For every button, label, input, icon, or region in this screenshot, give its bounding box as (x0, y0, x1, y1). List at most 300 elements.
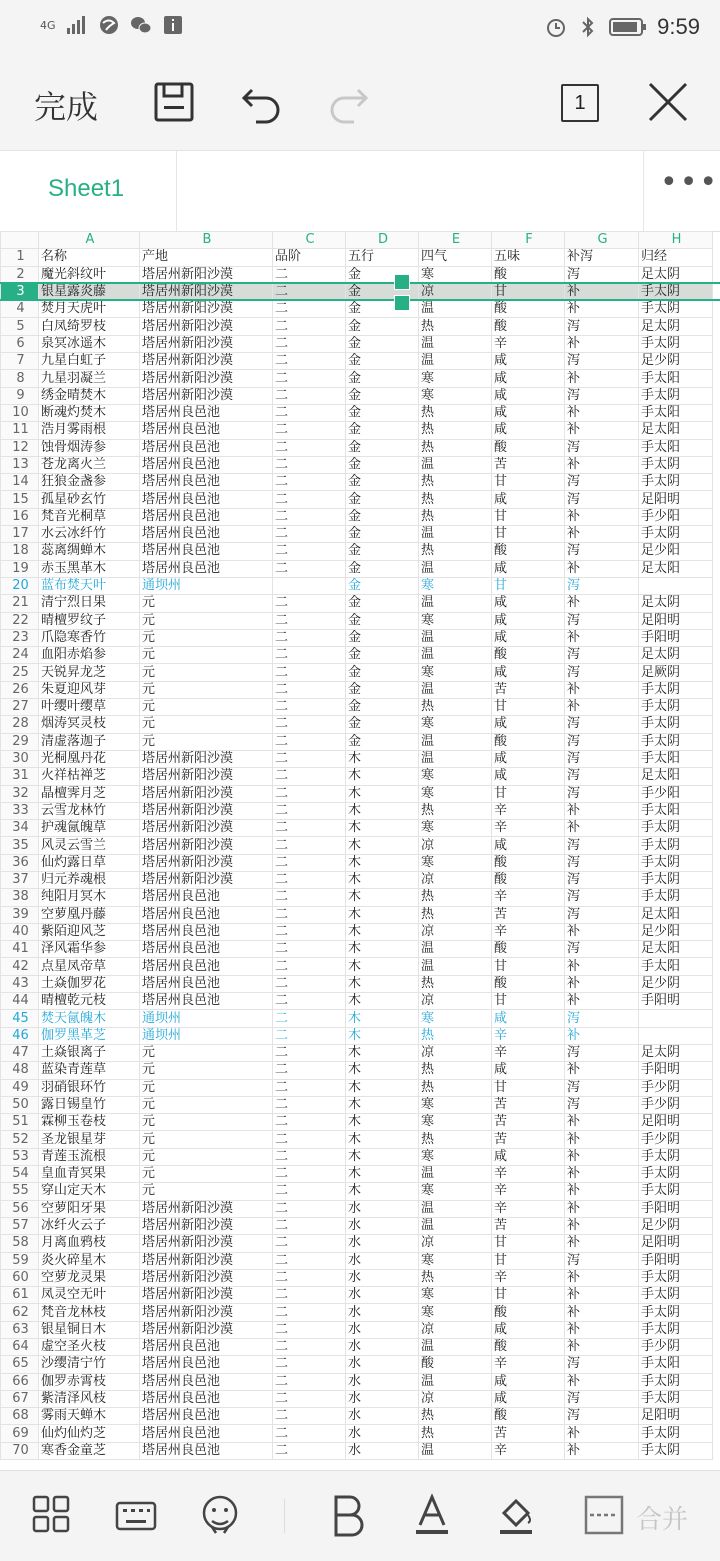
table-cell[interactable]: 水 (346, 1442, 419, 1459)
table-cell[interactable]: 凉 (419, 1235, 492, 1252)
table-cell[interactable]: 足太阳 (639, 906, 713, 923)
table-cell[interactable]: 泻 (565, 439, 639, 456)
table-cell[interactable]: 血阳赤焰参 (39, 647, 140, 664)
page-count-icon[interactable] (561, 84, 599, 122)
table-cell[interactable]: 泻 (565, 664, 639, 681)
table-row[interactable] (1, 1356, 713, 1373)
table-cell[interactable]: 金 (346, 370, 419, 387)
table-row[interactable] (1, 681, 713, 698)
table-cell[interactable]: 木 (346, 1131, 419, 1148)
table-cell[interactable]: 凉 (419, 1321, 492, 1338)
table-cell[interactable]: 二 (273, 422, 346, 439)
table-cell[interactable]: 泻 (565, 889, 639, 906)
table-row[interactable] (1, 1079, 713, 1096)
table-cell[interactable]: 寒 (419, 1304, 492, 1321)
table-cell[interactable]: 热 (419, 1131, 492, 1148)
row-number[interactable]: 21 (1, 595, 39, 612)
table-cell[interactable]: 足太阳 (639, 768, 713, 785)
table-cell[interactable]: 二 (273, 266, 346, 283)
table-row[interactable] (1, 612, 713, 629)
table-cell[interactable]: 补 (565, 508, 639, 525)
table-cell[interactable]: 木 (346, 1114, 419, 1131)
table-cell[interactable]: 热 (419, 439, 492, 456)
table-cell[interactable]: 魔光斜纹叶 (39, 266, 140, 283)
table-cell[interactable]: 补 (565, 404, 639, 421)
table-cell[interactable]: 补 (565, 1183, 639, 1200)
table-cell[interactable]: 元 (140, 1114, 273, 1131)
table-cell[interactable]: 二 (273, 923, 346, 940)
table-cell[interactable]: 凉 (419, 923, 492, 940)
table-cell[interactable]: 咸 (492, 1148, 565, 1165)
table-cell[interactable]: 泻 (565, 353, 639, 370)
table-cell[interactable]: 辛 (492, 889, 565, 906)
table-cell[interactable]: 酸 (492, 318, 565, 335)
table-cell[interactable]: 咸 (492, 1062, 565, 1079)
table-cell[interactable]: 泻 (565, 491, 639, 508)
table-cell[interactable]: 手少阴 (639, 1339, 713, 1356)
table-cell[interactable]: 补 (565, 370, 639, 387)
table-cell[interactable]: 木 (346, 785, 419, 802)
table-cell[interactable]: 足少阳 (639, 923, 713, 940)
table-cell[interactable]: 咸 (492, 837, 565, 854)
table-cell[interactable]: 苦 (492, 1131, 565, 1148)
table-cell[interactable]: 水 (346, 1321, 419, 1338)
table-cell[interactable]: 苦 (492, 681, 565, 698)
table-cell[interactable]: 补泻 (565, 249, 639, 266)
table-cell[interactable]: 蓝布焚天叶 (39, 577, 140, 594)
table-cell[interactable]: 二 (273, 647, 346, 664)
table-cell[interactable]: 塔居州新阳沙漠 (140, 1200, 273, 1217)
table-cell[interactable]: 温 (419, 560, 492, 577)
column-header-d[interactable]: D (346, 232, 419, 249)
table-cell[interactable]: 塔居州良邑池 (140, 404, 273, 421)
table-cell[interactable]: 二 (273, 1252, 346, 1269)
table-row[interactable] (1, 871, 713, 888)
table-cell[interactable]: 补 (565, 1027, 639, 1044)
table-cell[interactable]: 手少阴 (639, 1079, 713, 1096)
table-cell[interactable]: 塔居州新阳沙漠 (140, 768, 273, 785)
table-cell[interactable]: 泻 (565, 1390, 639, 1407)
table-row[interactable] (1, 474, 713, 491)
table-cell[interactable]: 酸 (492, 439, 565, 456)
table-cell[interactable]: 木 (346, 1183, 419, 1200)
selection-handle[interactable] (394, 274, 410, 290)
table-cell[interactable]: 赤玉黑革木 (39, 560, 140, 577)
table-cell[interactable]: 塔居州新阳沙漠 (140, 1304, 273, 1321)
table-row[interactable] (1, 699, 713, 716)
row-number[interactable]: 9 (1, 387, 39, 404)
table-cell[interactable]: 木 (346, 768, 419, 785)
save-icon[interactable] (152, 80, 196, 124)
row-number[interactable]: 6 (1, 335, 39, 352)
table-cell[interactable]: 温 (419, 353, 492, 370)
table-cell[interactable]: 温 (419, 1339, 492, 1356)
table-cell[interactable]: 元 (140, 681, 273, 698)
table-cell[interactable]: 四气 (419, 249, 492, 266)
table-row[interactable] (1, 1131, 713, 1148)
table-cell[interactable]: 二 (273, 1304, 346, 1321)
row-number[interactable]: 65 (1, 1356, 39, 1373)
row-number[interactable]: 1 (1, 249, 39, 266)
table-cell[interactable]: 木 (346, 1044, 419, 1061)
row-number[interactable]: 59 (1, 1252, 39, 1269)
table-cell[interactable]: 辛 (492, 1027, 565, 1044)
table-cell[interactable]: 温 (419, 335, 492, 352)
table-cell[interactable]: 塔居州良邑池 (140, 560, 273, 577)
table-cell[interactable]: 咸 (492, 560, 565, 577)
table-cell[interactable]: 甘 (492, 526, 565, 543)
table-cell[interactable]: 凤灵空无叶 (39, 1287, 140, 1304)
table-cell[interactable]: 甘 (492, 577, 565, 594)
table-row[interactable] (1, 1200, 713, 1217)
table-row[interactable] (1, 1408, 713, 1425)
selection-handle[interactable] (394, 295, 410, 311)
table-cell[interactable]: 塔居州新阳沙漠 (140, 335, 273, 352)
table-cell[interactable]: 热 (419, 802, 492, 819)
table-cell[interactable]: 温 (419, 526, 492, 543)
table-cell[interactable]: 手太阴 (639, 474, 713, 491)
table-cell[interactable]: 泻 (565, 474, 639, 491)
table-cell[interactable]: 二 (273, 716, 346, 733)
table-cell[interactable]: 塔居州良邑池 (140, 923, 273, 940)
table-cell[interactable]: 塔居州良邑池 (140, 1356, 273, 1373)
table-cell[interactable]: 晶檀霁月芝 (39, 785, 140, 802)
row-number[interactable]: 46 (1, 1027, 39, 1044)
table-row[interactable] (1, 837, 713, 854)
table-cell[interactable]: 金 (346, 595, 419, 612)
table-cell[interactable]: 元 (140, 1096, 273, 1113)
table-cell[interactable]: 泻 (565, 871, 639, 888)
table-cell[interactable]: 咸 (492, 750, 565, 767)
table-cell[interactable]: 二 (273, 508, 346, 525)
table-row[interactable] (1, 802, 713, 819)
row-number[interactable]: 18 (1, 543, 39, 560)
table-cell[interactable]: 泻 (565, 1010, 639, 1027)
table-cell[interactable]: 名称 (39, 249, 140, 266)
table-cell[interactable]: 蕊离绸蝉木 (39, 543, 140, 560)
table-cell[interactable]: 温 (419, 456, 492, 473)
row-number[interactable]: 14 (1, 474, 39, 491)
table-cell[interactable]: 塔居州新阳沙漠 (140, 387, 273, 404)
table-cell[interactable]: 清宁烈日果 (39, 595, 140, 612)
table-cell[interactable]: 补 (565, 1269, 639, 1286)
table-cell[interactable]: 补 (565, 301, 639, 318)
column-header-b[interactable]: B (140, 232, 273, 249)
table-cell[interactable]: 二 (273, 975, 346, 992)
table-row[interactable] (1, 1062, 713, 1079)
table-cell[interactable]: 热 (419, 889, 492, 906)
table-cell[interactable]: 酸 (419, 1356, 492, 1373)
table-cell[interactable]: 苦 (492, 1114, 565, 1131)
table-cell[interactable]: 咸 (492, 768, 565, 785)
table-cell[interactable]: 二 (273, 1010, 346, 1027)
row-number[interactable]: 68 (1, 1408, 39, 1425)
table-cell[interactable]: 寒 (419, 820, 492, 837)
table-cell[interactable]: 点星凤帝草 (39, 958, 140, 975)
table-cell[interactable]: 手太阴 (639, 733, 713, 750)
table-cell[interactable]: 咸 (492, 612, 565, 629)
table-cell[interactable]: 补 (565, 595, 639, 612)
table-cell[interactable]: 二 (273, 941, 346, 958)
table-cell[interactable]: 苦 (492, 456, 565, 473)
table-cell[interactable]: 手太阳 (639, 404, 713, 421)
table-cell[interactable]: 产地 (140, 249, 273, 266)
table-cell[interactable]: 足太阴 (639, 318, 713, 335)
table-cell[interactable]: 手太阴 (639, 820, 713, 837)
row-number[interactable]: 47 (1, 1044, 39, 1061)
table-cell[interactable]: 九星白虹子 (39, 353, 140, 370)
table-cell[interactable]: 元 (140, 733, 273, 750)
table-cell[interactable]: 二 (273, 837, 346, 854)
table-cell[interactable]: 酸 (492, 543, 565, 560)
table-cell[interactable]: 九星羽凝兰 (39, 370, 140, 387)
table-cell[interactable]: 二 (273, 1062, 346, 1079)
table-cell[interactable]: 银星铜日木 (39, 1321, 140, 1338)
row-number[interactable]: 7 (1, 353, 39, 370)
row-number[interactable]: 13 (1, 456, 39, 473)
table-cell[interactable]: 凉 (419, 993, 492, 1010)
table-cell[interactable]: 苦 (492, 906, 565, 923)
table-row[interactable] (1, 1166, 713, 1183)
table-cell[interactable]: 青莲玉流根 (39, 1148, 140, 1165)
table-cell[interactable]: 通坝州 (140, 577, 273, 594)
column-header-g[interactable]: G (565, 232, 639, 249)
table-cell[interactable]: 手太阴 (639, 1390, 713, 1407)
table-cell[interactable]: 足太阴 (639, 647, 713, 664)
table-cell[interactable]: 塔居州良邑池 (140, 889, 273, 906)
table-cell[interactable]: 手太阴 (639, 335, 713, 352)
row-number[interactable]: 10 (1, 404, 39, 421)
table-cell[interactable]: 泻 (565, 577, 639, 594)
table-cell[interactable]: 二 (273, 353, 346, 370)
table-cell[interactable]: 二 (273, 733, 346, 750)
table-cell[interactable]: 二 (273, 301, 346, 318)
table-cell[interactable]: 二 (273, 1269, 346, 1286)
spreadsheet-table[interactable] (0, 231, 713, 1460)
table-cell[interactable]: 二 (273, 387, 346, 404)
table-cell[interactable]: 金 (346, 301, 419, 318)
table-cell[interactable]: 咸 (492, 422, 565, 439)
row-number[interactable]: 16 (1, 508, 39, 525)
table-cell[interactable]: 酸 (492, 1304, 565, 1321)
bold-icon[interactable] (326, 1493, 370, 1537)
table-cell[interactable]: 水 (346, 1217, 419, 1234)
row-number[interactable]: 64 (1, 1339, 39, 1356)
table-cell[interactable]: 手太阴 (639, 1148, 713, 1165)
table-cell[interactable]: 寒 (419, 1010, 492, 1027)
table-row[interactable] (1, 1114, 713, 1131)
row-number[interactable]: 12 (1, 439, 39, 456)
table-cell[interactable]: 金 (346, 508, 419, 525)
apps-icon[interactable] (30, 1493, 74, 1537)
table-cell[interactable]: 补 (565, 1166, 639, 1183)
table-cell[interactable]: 水 (346, 1373, 419, 1390)
row-number[interactable]: 67 (1, 1390, 39, 1407)
table-cell[interactable]: 塔居州新阳沙漠 (140, 802, 273, 819)
table-cell[interactable]: 泻 (565, 906, 639, 923)
font-color-icon[interactable] (410, 1493, 454, 1537)
row-number[interactable]: 27 (1, 699, 39, 716)
table-cell[interactable]: 手太阴 (639, 387, 713, 404)
table-cell[interactable]: 金 (346, 387, 419, 404)
table-cell[interactable]: 梵音光桐草 (39, 508, 140, 525)
table-cell[interactable]: 塔居州良邑池 (140, 1339, 273, 1356)
row-number[interactable]: 43 (1, 975, 39, 992)
table-cell[interactable]: 水 (346, 1390, 419, 1407)
row-number[interactable]: 29 (1, 733, 39, 750)
table-cell[interactable]: 二 (273, 491, 346, 508)
table-cell[interactable]: 泻 (565, 543, 639, 560)
table-cell[interactable]: 补 (565, 1442, 639, 1459)
table-cell[interactable]: 塔居州新阳沙漠 (140, 1217, 273, 1234)
table-cell[interactable]: 金 (346, 681, 419, 698)
table-cell[interactable]: 水 (346, 1356, 419, 1373)
table-cell[interactable]: 白凤绮罗枝 (39, 318, 140, 335)
table-cell[interactable]: 爪隐寒香竹 (39, 629, 140, 646)
table-cell[interactable]: 五味 (492, 249, 565, 266)
table-cell[interactable]: 塔居州良邑池 (140, 906, 273, 923)
fill-color-icon[interactable] (494, 1493, 538, 1537)
table-cell[interactable]: 甘 (492, 474, 565, 491)
table-cell[interactable]: 归元养魂根 (39, 871, 140, 888)
table-cell[interactable]: 二 (273, 785, 346, 802)
table-cell[interactable]: 塔居州良邑池 (140, 456, 273, 473)
table-cell[interactable]: 纯阳月冥木 (39, 889, 140, 906)
table-cell[interactable]: 羽硝银环竹 (39, 1079, 140, 1096)
table-cell[interactable]: 霖柳玉卷枝 (39, 1114, 140, 1131)
table-cell[interactable]: 金 (346, 543, 419, 560)
table-cell[interactable]: 泻 (565, 647, 639, 664)
table-cell[interactable]: 咸 (492, 1010, 565, 1027)
table-cell[interactable]: 酸 (492, 975, 565, 992)
table-cell[interactable]: 甘 (492, 1287, 565, 1304)
table-cell[interactable]: 足阳明 (639, 491, 713, 508)
table-row[interactable] (1, 560, 713, 577)
table-cell[interactable]: 泻 (565, 854, 639, 871)
table-cell[interactable]: 甘 (492, 283, 565, 300)
table-cell[interactable]: 手太阴 (639, 283, 713, 300)
table-row[interactable] (1, 993, 713, 1010)
table-cell[interactable]: 热 (419, 975, 492, 992)
table-cell[interactable]: 手太阴 (639, 1304, 713, 1321)
table-cell[interactable]: 泻 (565, 837, 639, 854)
row-number[interactable]: 28 (1, 716, 39, 733)
table-row[interactable] (1, 577, 713, 594)
table-cell[interactable]: 塔居州新阳沙漠 (140, 1235, 273, 1252)
table-cell[interactable]: 寒 (419, 577, 492, 594)
table-cell[interactable]: 手太阴 (639, 1183, 713, 1200)
table-cell[interactable]: 金 (346, 404, 419, 421)
table-cell[interactable]: 补 (565, 335, 639, 352)
table-cell[interactable]: 补 (565, 283, 639, 300)
table-cell[interactable]: 空萝龙灵果 (39, 1269, 140, 1286)
row-number[interactable]: 11 (1, 422, 39, 439)
table-cell[interactable]: 二 (273, 871, 346, 888)
table-cell[interactable]: 足阳明 (639, 1235, 713, 1252)
table-cell[interactable]: 元 (140, 1183, 273, 1200)
table-cell[interactable]: 二 (273, 699, 346, 716)
table-cell[interactable]: 水 (346, 1252, 419, 1269)
table-cell[interactable]: 寒 (419, 1287, 492, 1304)
table-cell[interactable]: 水 (346, 1425, 419, 1442)
row-number[interactable]: 37 (1, 871, 39, 888)
table-cell[interactable]: 酸 (492, 1339, 565, 1356)
column-header-a[interactable]: A (39, 232, 140, 249)
table-cell[interactable]: 二 (273, 1131, 346, 1148)
table-row[interactable] (1, 1096, 713, 1113)
table-cell[interactable]: 二 (273, 560, 346, 577)
table-row[interactable] (1, 1390, 713, 1407)
table-cell[interactable]: 热 (419, 699, 492, 716)
table-cell[interactable]: 手太阴 (639, 837, 713, 854)
table-cell[interactable]: 水 (346, 1408, 419, 1425)
table-cell[interactable]: 温 (419, 629, 492, 646)
row-number[interactable]: 55 (1, 1183, 39, 1200)
table-cell[interactable]: 伽罗赤霄枝 (39, 1373, 140, 1390)
row-number[interactable]: 24 (1, 647, 39, 664)
table-cell[interactable]: 二 (273, 370, 346, 387)
row-number[interactable]: 17 (1, 526, 39, 543)
table-cell[interactable]: 补 (565, 560, 639, 577)
table-cell[interactable]: 木 (346, 941, 419, 958)
table-cell[interactable]: 寒 (419, 1114, 492, 1131)
table-cell[interactable]: 二 (273, 1287, 346, 1304)
table-cell[interactable]: 五行 (346, 249, 419, 266)
row-number[interactable]: 45 (1, 1010, 39, 1027)
table-cell[interactable]: 二 (273, 889, 346, 906)
table-cell[interactable]: 热 (419, 422, 492, 439)
table-cell[interactable]: 温 (419, 1166, 492, 1183)
table-cell[interactable]: 塔居州良邑池 (140, 958, 273, 975)
table-cell[interactable]: 金 (346, 491, 419, 508)
table-cell[interactable]: 木 (346, 1096, 419, 1113)
table-cell[interactable]: 塔居州良邑池 (140, 1408, 273, 1425)
table-cell[interactable]: 风灵云雪兰 (39, 837, 140, 854)
table-cell[interactable]: 塔居州新阳沙漠 (140, 1287, 273, 1304)
table-cell[interactable]: 咸 (492, 1390, 565, 1407)
table-cell[interactable]: 凉 (419, 837, 492, 854)
table-cell[interactable]: 温 (419, 681, 492, 698)
table-cell[interactable]: 木 (346, 837, 419, 854)
table-row[interactable] (1, 923, 713, 940)
table-cell[interactable]: 二 (273, 404, 346, 421)
table-cell[interactable]: 泻 (565, 785, 639, 802)
table-cell[interactable]: 雾雨天蝉木 (39, 1408, 140, 1425)
table-cell[interactable]: 塔居州新阳沙漠 (140, 1269, 273, 1286)
table-cell[interactable]: 元 (140, 699, 273, 716)
row-number[interactable]: 30 (1, 750, 39, 767)
table-cell[interactable]: 手少阴 (639, 1131, 713, 1148)
table-row[interactable] (1, 733, 713, 750)
table-cell[interactable]: 二 (273, 1373, 346, 1390)
table-cell[interactable]: 木 (346, 871, 419, 888)
table-cell[interactable]: 塔居州良邑池 (140, 1442, 273, 1459)
table-cell[interactable]: 水 (346, 1269, 419, 1286)
table-cell[interactable]: 金 (346, 456, 419, 473)
table-cell[interactable]: 热 (419, 491, 492, 508)
table-cell[interactable]: 甘 (492, 1079, 565, 1096)
table-cell[interactable]: 二 (273, 1390, 346, 1407)
row-number[interactable]: 31 (1, 768, 39, 785)
table-cell[interactable]: 酸 (492, 871, 565, 888)
table-cell[interactable]: 木 (346, 958, 419, 975)
table-cell[interactable]: 二 (273, 1408, 346, 1425)
table-cell[interactable]: 手太阴 (639, 699, 713, 716)
row-number[interactable]: 42 (1, 958, 39, 975)
table-cell[interactable]: 木 (346, 923, 419, 940)
table-cell[interactable]: 辛 (492, 1200, 565, 1217)
corner-cell[interactable] (1, 232, 39, 249)
